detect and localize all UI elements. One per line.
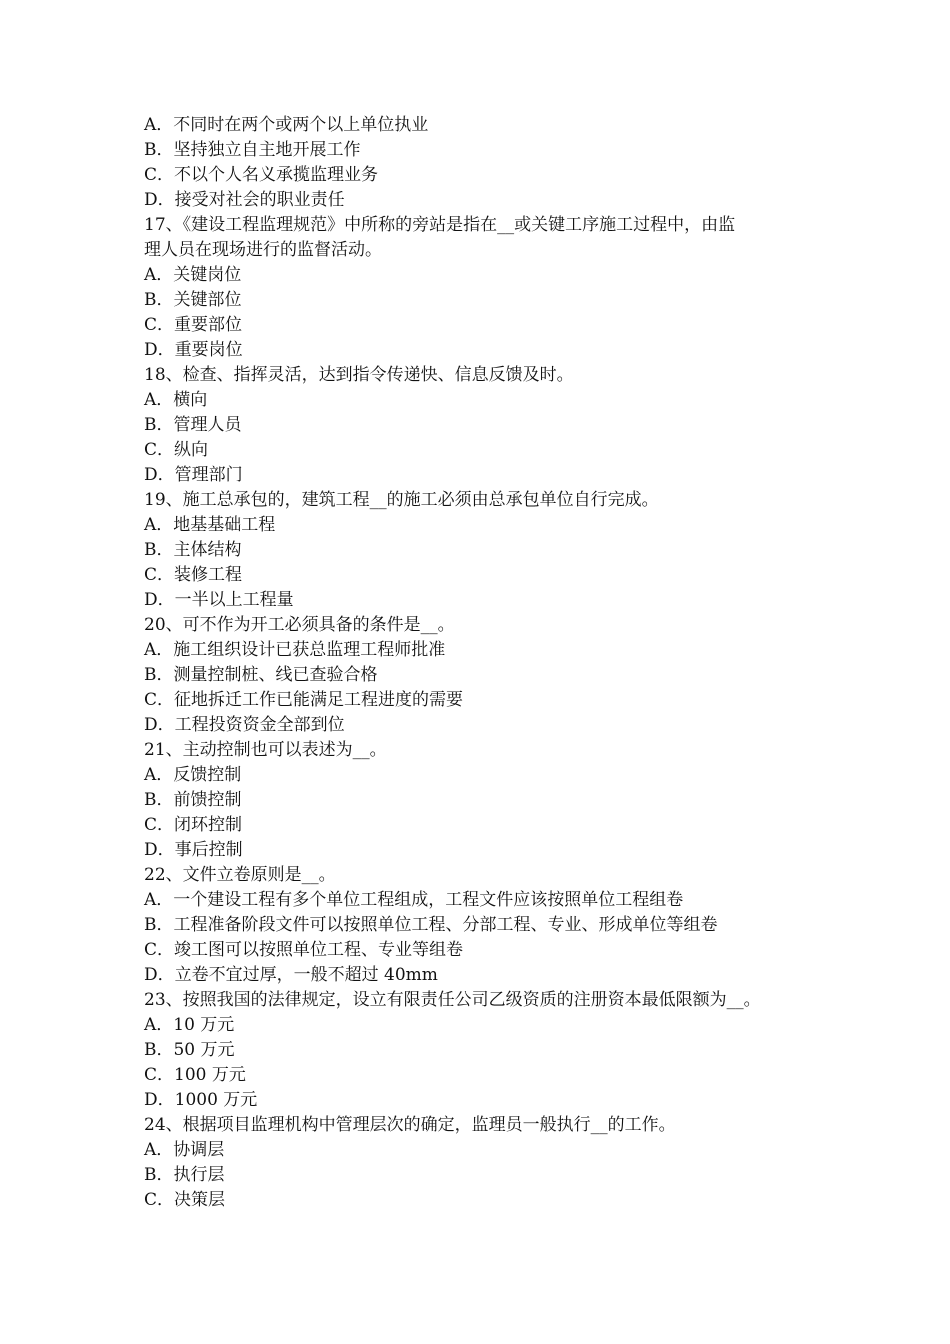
option-a: A．地基基础工程 <box>144 515 276 535</box>
option-a: A．关键岗位 <box>144 265 242 285</box>
option-b: B．工程准备阶段文件可以按照单位工程、分部工程、专业、形成单位等组卷 <box>144 915 718 935</box>
question-24: 24、根据项目监理机构中管理层次的确定，监理员一般执行__的工作。 <box>144 1115 676 1135</box>
option-d: D．一半以上工程量 <box>144 590 294 610</box>
option-b: B．关键部位 <box>144 290 242 310</box>
question-18: 18、检查、指挥灵活，达到指令传递快、信息反馈及时。 <box>144 365 574 385</box>
option-a: A．一个建设工程有多个单位工程组成，工程文件应该按照单位工程组卷 <box>144 890 684 910</box>
option-d: D．1000 万元 <box>144 1090 258 1110</box>
option-c: C．装修工程 <box>144 565 243 585</box>
option-b: B．前馈控制 <box>144 790 242 810</box>
option-b: B．执行层 <box>144 1165 225 1185</box>
question-19: 19、施工总承包的，建筑工程__的施工必须由总承包单位自行完成。 <box>144 490 659 510</box>
option-a: A．协调层 <box>144 1140 225 1160</box>
option-d: D．管理部门 <box>144 465 243 485</box>
option-d: D．立卷不宜过厚，一般不超过 40mm <box>144 965 438 985</box>
option-a: A．反馈控制 <box>144 765 242 785</box>
text-line: D．接受对社会的职业责任 <box>144 190 345 210</box>
option-c: C．重要部位 <box>144 315 243 335</box>
option-a: A．10 万元 <box>144 1015 235 1035</box>
question-21: 21、主动控制也可以表述为__。 <box>144 740 387 760</box>
option-c: C．纵向 <box>144 440 209 460</box>
option-c: C．闭环控制 <box>144 815 243 835</box>
option-b: B．管理人员 <box>144 415 242 435</box>
document-page <box>144 113 824 1213</box>
option-b: B．主体结构 <box>144 540 242 560</box>
option-a: A．施工组织设计已获总监理工程师批准 <box>144 640 446 660</box>
option-c: C．征地拆迁工作已能满足工程进度的需要 <box>144 690 464 710</box>
text-line: C．不以个人名义承揽监理业务 <box>144 165 379 185</box>
question-17-line-1: 17、《建设工程监理规范》中所称的旁站是指在__或关键工序施工过程中，由监 <box>144 215 736 235</box>
option-b: B．测量控制桩、线已查验合格 <box>144 665 378 685</box>
question-23: 23、按照我国的法律规定，设立有限责任公司乙级资质的注册资本最低限额为__。 <box>144 990 761 1010</box>
option-d: D．重要岗位 <box>144 340 243 360</box>
text-line: B．坚持独立自主地开展工作 <box>144 140 361 160</box>
question-17-line-2: 理人员在现场进行的监督活动。 <box>144 240 382 260</box>
question-20: 20、可不作为开工必须具备的条件是__。 <box>144 615 455 635</box>
question-22: 22、文件立卷原则是__。 <box>144 865 336 885</box>
option-c: C．决策层 <box>144 1190 226 1210</box>
option-c: C．竣工图可以按照单位工程、专业等组卷 <box>144 940 464 960</box>
option-a: A．横向 <box>144 390 208 410</box>
option-d: D．工程投资资金全部到位 <box>144 715 345 735</box>
text-line: A．不同时在两个或两个以上单位执业 <box>144 115 429 135</box>
option-c: C．100 万元 <box>144 1065 246 1085</box>
option-b: B．50 万元 <box>144 1040 235 1060</box>
option-d: D．事后控制 <box>144 840 243 860</box>
